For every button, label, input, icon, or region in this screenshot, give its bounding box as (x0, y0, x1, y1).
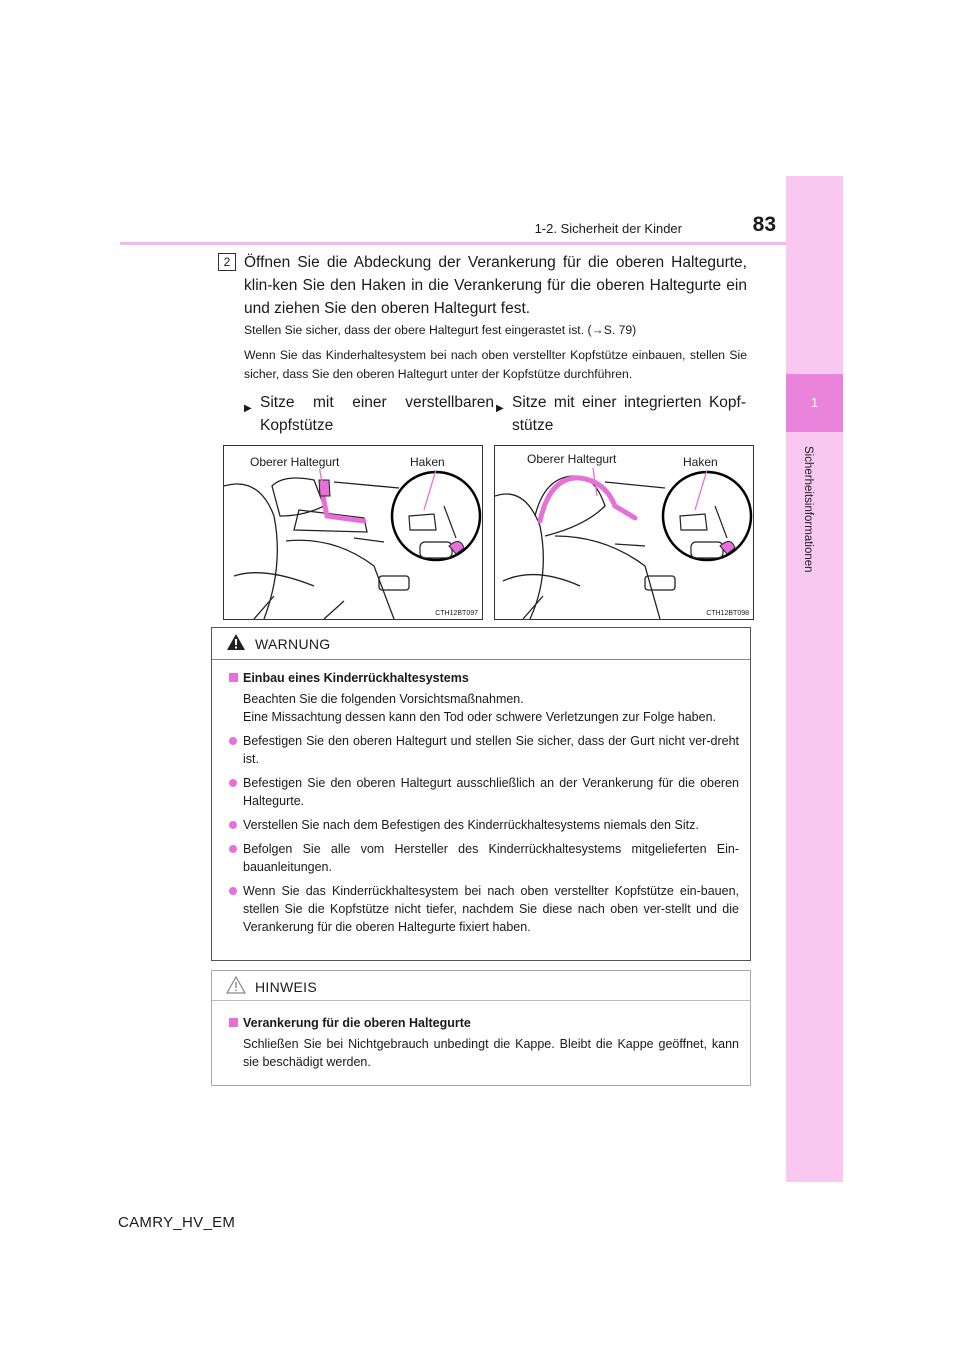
warning-item: Befestigen Sie den oberen Haltegurt ausschließlich an der Verankerung für die oberen Haltegurte. (229, 774, 739, 810)
step-number: 2 (218, 253, 236, 271)
figure-code: CTH12BT097 (435, 610, 478, 617)
step-note: Stellen Sie sicher, dass der obere Haltegurt fest eingerastet ist. (→S. 79) (244, 323, 637, 337)
section-title: 1-2. Sicherheit der Kinder (534, 221, 682, 236)
triangle-bullet-icon: ▶ (496, 403, 504, 414)
chapter-number: 1 (810, 395, 819, 410)
chapter-title: Sicherheitsinformationen (802, 446, 814, 573)
page-header (120, 0, 786, 244)
notice-title: HINWEIS (255, 979, 317, 995)
illustration-caption: ▶ Sitze mit einer verstellbaren Kopfstütze (244, 394, 494, 434)
label-upper-strap: Oberer Haltegurt (527, 452, 617, 466)
warning-item: Verstellen Sie nach dem Befestigen des Kinderrückhaltesystems niemals den Sitz. (229, 816, 739, 834)
notice-body (229, 1014, 739, 1071)
notice-text: Schließen Sie bei Nichtgebrauch unbedingt die Kappe. Bleibt die Kappe geöffnet, kann sie beschädigt werden. (243, 1037, 739, 1069)
header-rule (120, 242, 786, 245)
notice-triangle-icon (226, 976, 246, 994)
illustration-integrated-headrest (494, 445, 754, 620)
warning-header (212, 628, 750, 660)
warning-box (211, 627, 751, 961)
warning-title: WARNUNG (255, 636, 331, 652)
label-hook: Haken (410, 455, 445, 469)
triangle-bullet-icon: ▶ (244, 403, 252, 414)
warning-intro: Beachten Sie die folgenden Vorsichtsmaßnahmen. (243, 692, 524, 706)
seat-drawing (224, 446, 482, 619)
footer-model-code: CAMRY_HV_EM (118, 1214, 236, 1231)
warning-item: Wenn Sie das Kinderrückhaltesystem bei nach oben verstellter Kopfstütze ein-bauen, stellen Sie die Kopfstütze nicht tiefer, nachdem Sie diese nach oben ver-stellt und die Verankerung für die oberen Haltegurte fixiert haben. (229, 882, 739, 936)
figure-code: CTH12BT098 (706, 610, 749, 617)
warning-item: Befolgen Sie alle vom Hersteller des Kinderrückhaltesystems mitgelieferten Ein-bauanleitungen. (229, 840, 739, 876)
notice-header (212, 971, 750, 1001)
step-text: Öffnen Sie die Abdeckung der Verankerung für die oberen Haltegurte, klin-ken Sie den Haken in die Verankerung für die oberen Haltegurte ein und ziehen Sie den oberen Haltegurt fest. (244, 254, 747, 317)
warning-intro-consequence: Eine Missachtung dessen kann den Tod oder schwere Verletzungen zur Folge haben. (243, 710, 716, 724)
warning-heading: Einbau eines Kinderrückhaltesystems (229, 669, 739, 687)
square-bullet-icon (229, 1018, 238, 1027)
notice-heading: Verankerung für die oberen Haltegurte (229, 1014, 739, 1032)
illustration-adjustable-headrest (223, 445, 483, 620)
bullet-dot-icon (229, 737, 237, 745)
notice-box (211, 970, 751, 1086)
warning-item: Befestigen Sie den oberen Haltegurt und stellen Sie sicher, dass der Gurt nicht ver-dreht ist. (229, 732, 739, 768)
chapter-side-tab (786, 176, 843, 1182)
square-bullet-icon (229, 673, 238, 682)
warning-body (229, 669, 739, 936)
illustration-caption: ▶ Sitze mit einer integrierten Kopf-stütze (496, 394, 746, 434)
page-number: 83 (752, 213, 776, 236)
label-upper-strap: Oberer Haltegurt (250, 455, 340, 469)
bullet-dot-icon (229, 821, 237, 829)
warning-triangle-icon (226, 633, 246, 651)
bullet-dot-icon (229, 845, 237, 853)
step-note: Wenn Sie das Kinderhaltesystem bei nach oben verstellter Kopfstütze einbauen, stellen Sie sicher, dass Sie den oberen Haltegurt unter der Kopfstütze durchführen. (244, 348, 747, 381)
bullet-dot-icon (229, 779, 237, 787)
bullet-dot-icon (229, 887, 237, 895)
label-hook: Haken (683, 455, 718, 469)
seat-drawing (495, 446, 753, 619)
